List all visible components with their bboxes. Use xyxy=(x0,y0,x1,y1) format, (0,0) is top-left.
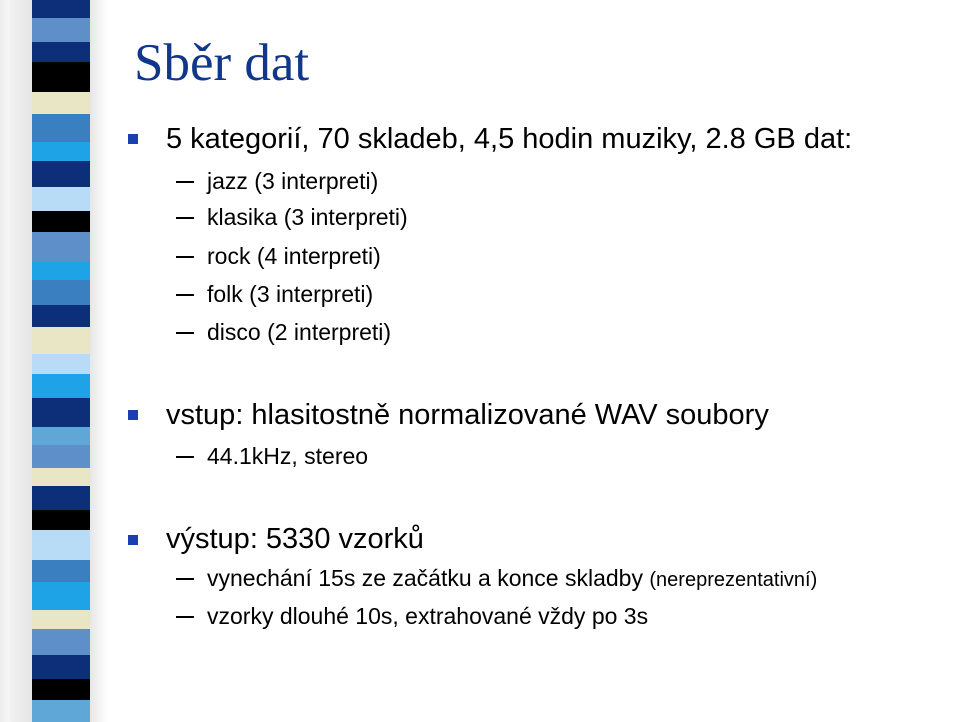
stripe-shadow xyxy=(0,0,10,722)
stripe-segment xyxy=(32,398,90,427)
stripe-segment xyxy=(32,18,90,42)
stripe-segment xyxy=(32,486,90,510)
bullet-square-icon xyxy=(128,535,138,545)
stripe-segment xyxy=(32,280,90,305)
stripe-segment xyxy=(32,445,90,468)
subitem-folk: folk (3 interpreti) xyxy=(207,281,374,307)
decorative-stripe-bar xyxy=(32,0,90,722)
dash-icon xyxy=(176,181,194,183)
stripe-segment xyxy=(32,655,90,679)
stripe-segment xyxy=(32,211,90,232)
stripe-segment xyxy=(32,510,90,530)
stripe-left-shade xyxy=(10,0,32,722)
dash-icon xyxy=(176,217,194,219)
dash-icon xyxy=(176,256,194,258)
subitem-skip xyxy=(207,567,817,590)
stripe-segment xyxy=(32,187,90,211)
subitem-samples: vzorky dlouhé 10s, extrahované vždy po 3s xyxy=(207,603,649,629)
stripe-segment xyxy=(32,305,90,327)
bullet-categories: 5 kategorií, 70 skladeb, 4,5 hodin muziky, 2.8 GB dat: xyxy=(166,123,853,155)
stripe-segment xyxy=(32,62,90,92)
subitem-rock: rock (4 interpreti) xyxy=(207,243,381,269)
stripe-segment xyxy=(32,354,90,374)
subitem-skip-text: vynechání 15s ze začátku a konce skladby xyxy=(207,565,643,591)
dash-icon xyxy=(176,616,194,618)
subitem-skip-note: (nereprezentativní) xyxy=(649,569,818,591)
bullet-output: výstup: 5330 vzorků xyxy=(166,523,424,555)
stripe-segment xyxy=(32,468,90,486)
stripe-segment xyxy=(32,679,90,700)
dash-icon xyxy=(176,294,194,296)
stripe-segment xyxy=(32,374,90,398)
stripe-segment xyxy=(32,560,90,582)
dash-icon xyxy=(176,578,194,580)
stripe-segment xyxy=(32,610,90,629)
stripe-segment xyxy=(32,530,90,560)
stripe-segment xyxy=(32,114,90,142)
stripe-segment xyxy=(32,427,90,445)
subitem-sample-rate: 44.1kHz, stereo xyxy=(207,443,369,469)
stripe-segment xyxy=(32,700,90,722)
subitem-klasika: klasika (3 interpreti) xyxy=(207,204,408,230)
stripe-segment xyxy=(32,42,90,62)
dash-icon xyxy=(176,332,194,334)
bullet-square-icon xyxy=(128,134,138,144)
subitem-disco: disco (2 interpreti) xyxy=(207,319,392,345)
stripe-segment xyxy=(32,629,90,655)
stripe-segment xyxy=(32,262,90,280)
subitem-jazz: jazz (3 interpreti) xyxy=(207,168,379,194)
stripe-segment xyxy=(32,0,90,18)
dash-icon xyxy=(176,456,194,458)
stripe-segment xyxy=(32,92,90,114)
slide-title: Sběr dat xyxy=(134,34,310,92)
stripe-segment xyxy=(32,161,90,187)
stripe-segment xyxy=(32,232,90,262)
stripe-segment xyxy=(32,582,90,610)
stripe-right-shade xyxy=(90,0,108,722)
stripe-segment xyxy=(32,142,90,161)
bullet-input: vstup: hlasitostně normalizované WAV soubory xyxy=(166,399,769,431)
stripe-segment xyxy=(32,327,90,354)
bullet-square-icon xyxy=(128,410,138,420)
